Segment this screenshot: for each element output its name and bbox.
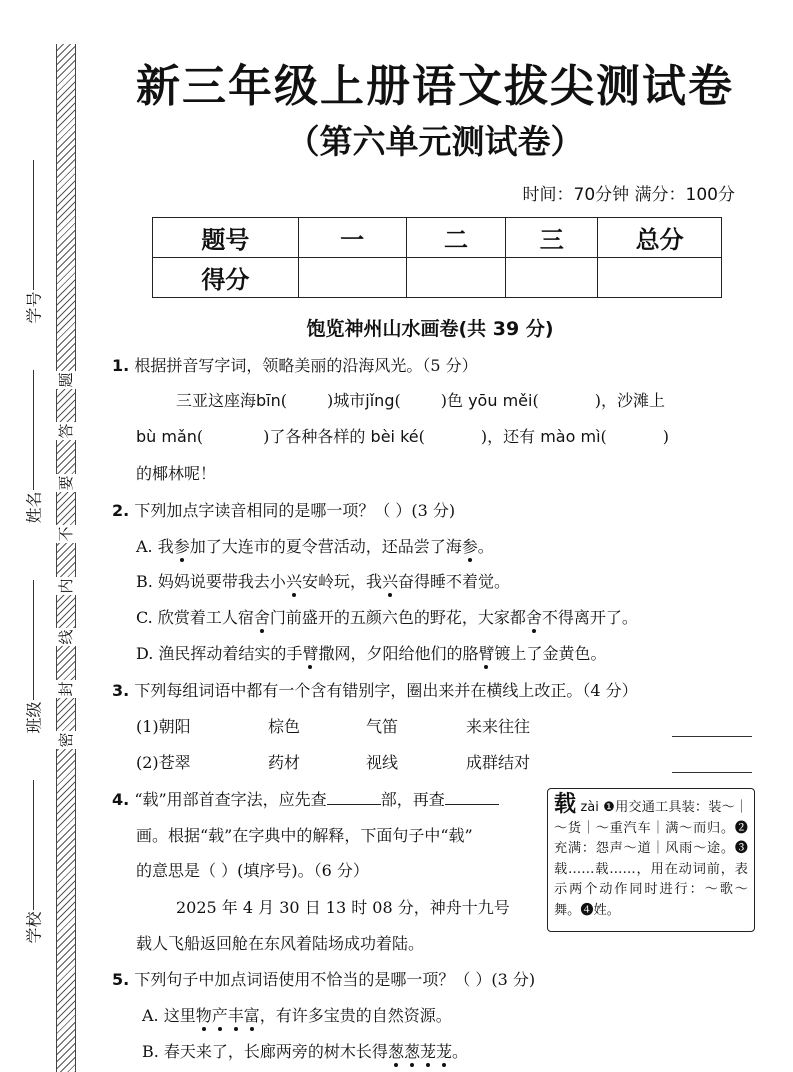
- word[interactable]: 成群结对: [466, 753, 531, 772]
- question-text: 下列句子中加点词语使用不恰当的是哪一项？（ ）(3 分): [134, 970, 536, 989]
- word[interactable]: 药材: [268, 753, 301, 772]
- question-4-line-2: 画。根据“载”在字典中的解释，下面句子中“载”: [136, 826, 473, 845]
- question-5-stem: [112, 969, 535, 991]
- dotted-char: 富: [243, 1006, 260, 1025]
- seal-char: 封: [57, 681, 75, 697]
- dotted-char: 参: [173, 537, 190, 556]
- word[interactable]: 来来往往: [466, 717, 531, 736]
- question-4-line-3: 的意思是（ ）(填序号)。（6 分）: [136, 861, 369, 880]
- text: 了各种各样的: [269, 427, 366, 446]
- dotted-char: 葱: [387, 1042, 404, 1061]
- word[interactable]: 棕色: [268, 717, 301, 736]
- dotted-char: 兴: [285, 572, 302, 591]
- word[interactable]: (1)朝阳: [136, 717, 191, 736]
- score-cell[interactable]: [506, 258, 598, 298]
- question-4-line-4: 2025 年 4 月 30 日 13 时 08 分，神舟十九号: [176, 898, 510, 917]
- binding-strip: [0, 0, 90, 1072]
- score-header-cell: 一: [298, 218, 406, 258]
- pinyin: bīn: [256, 391, 281, 410]
- score-cell[interactable]: [406, 258, 506, 298]
- dictionary-headword: 载: [554, 791, 577, 817]
- name-label: 姓名: [24, 491, 44, 524]
- dotted-char: 物: [195, 1006, 212, 1025]
- question-number: 3.: [112, 681, 130, 700]
- answer-blank[interactable]: [327, 789, 381, 805]
- dotted-char: 茏: [435, 1042, 452, 1061]
- text: ，还有: [487, 427, 536, 446]
- time-info: 时间：70分钟 满分：100分: [522, 185, 735, 205]
- question-1-line-3: 的椰林呢！: [136, 464, 217, 483]
- correction-line[interactable]: [672, 736, 752, 737]
- name-field[interactable]: [16, 370, 50, 524]
- question-text: 根据拼音写字词，领略美丽的沿海风光。（5 分）: [134, 356, 478, 375]
- question-number: 4.: [112, 790, 130, 809]
- question-2-option-c[interactable]: C. 欣赏着工人宿舍门前盛开的五颜六色的野花，大家都舍不得离开了。: [136, 608, 638, 627]
- question-1-line-2: bù mǎn( )了各种各样的 bèi ké( )，还有 mào mì( ): [136, 427, 670, 446]
- question-5-option-a[interactable]: A. 这里物产丰富，有许多宝贵的自然资源。: [142, 1006, 452, 1025]
- score-table-score-row: [153, 258, 722, 298]
- seal-char: 题: [57, 372, 75, 388]
- score-header-cell: 三: [506, 218, 598, 258]
- section-title: 饱览神州山水画卷(共 39 分): [306, 318, 554, 340]
- score-header-cell: 总分: [598, 218, 722, 258]
- score-header-cell: 题号: [153, 218, 299, 258]
- dictionary-pinyin: zài: [580, 800, 599, 815]
- text: ，沙滩上: [600, 391, 665, 410]
- student-id-field[interactable]: [16, 160, 50, 324]
- question-5-option-b[interactable]: B. 春天来了，长廊两旁的树木长得葱葱茏茏。: [142, 1042, 469, 1061]
- question-3-stem: [112, 680, 638, 702]
- question-number: 5.: [112, 970, 130, 989]
- pinyin: jǐng: [365, 391, 395, 410]
- dictionary-definitions: ❶用交通工具装：装～｜～货｜～重汽车｜满～而归。❷充满：怨声～道｜风雨～途。❸载……载……，用在动词前，表示两个动作同时进行：～歌～舞。❹姓。: [554, 800, 748, 918]
- score-table-header-row: [153, 218, 722, 258]
- student-id-label: 学号: [24, 291, 44, 324]
- score-cell[interactable]: [298, 258, 406, 298]
- pinyin: yōu měi: [468, 391, 533, 410]
- class-field[interactable]: [16, 580, 50, 734]
- question-2-stem: [112, 500, 455, 522]
- question-text: 下列加点字读音相同的是哪一项？（ ）(3 分): [134, 501, 456, 520]
- pinyin: bèi ké: [370, 427, 419, 446]
- seal-char: 内: [57, 578, 75, 594]
- school-label: 学校: [24, 911, 44, 944]
- seal-char: 线: [57, 629, 75, 645]
- pinyin: bù mǎn: [136, 427, 197, 446]
- page-title: 新三年级上册语文拔尖测试卷: [136, 61, 734, 112]
- score-cell[interactable]: [598, 258, 722, 298]
- dotted-char: 舍: [525, 608, 542, 627]
- seal-line-text: [57, 370, 75, 750]
- seal-char: 不: [57, 526, 75, 542]
- seal-char: 要: [57, 475, 75, 491]
- dotted-char: 产: [211, 1006, 228, 1025]
- seal-char: 答: [57, 423, 75, 439]
- seal-char: 密: [57, 732, 75, 748]
- text: 三亚这座海: [176, 391, 257, 410]
- answer-blank[interactable]: [445, 789, 499, 805]
- question-2-option-a[interactable]: A. 我参加了大连市的夏令营活动，还品尝了海参。: [136, 537, 494, 556]
- word[interactable]: 视线: [366, 753, 399, 772]
- word[interactable]: (2)苍翠: [136, 753, 191, 772]
- score-header-cell: 二: [406, 218, 506, 258]
- score-row-label: 得分: [153, 258, 299, 298]
- score-table: [152, 217, 722, 298]
- dotted-char: 舍: [253, 608, 270, 627]
- dotted-char: 臂: [478, 644, 495, 663]
- dotted-char: 茏: [419, 1042, 436, 1061]
- dictionary-entry-box: [547, 788, 755, 932]
- question-1-stem: [112, 355, 478, 377]
- question-1-line-1: 三亚这座海bīn( )城市jǐng( )色 yōu měi( )，沙滩上: [176, 391, 665, 410]
- correction-line[interactable]: [672, 772, 752, 773]
- pinyin: mào mì: [540, 427, 601, 446]
- dotted-char: 葱: [403, 1042, 420, 1061]
- question-2-option-d[interactable]: D. 渔民挥动着结实的手臂撒网，夕阳给他们的胳臂镀上了金黄色。: [136, 644, 607, 663]
- dotted-char: 兴: [381, 572, 398, 591]
- question-number: 2.: [112, 501, 130, 520]
- question-text: 下列每组词语中都有一个含有错别字，圈出来并在横线上改正。（4 分）: [134, 681, 638, 700]
- school-field[interactable]: [16, 780, 50, 944]
- question-4-line-5: 载人飞船返回舱在东风着陆场成功着陆。: [136, 934, 425, 953]
- class-label: 班级: [24, 701, 44, 734]
- text: 城市: [333, 391, 366, 410]
- dotted-char: 丰: [227, 1006, 244, 1025]
- word[interactable]: 气笛: [366, 717, 399, 736]
- page-subtitle: （第六单元测试卷）: [286, 122, 584, 161]
- question-number: 1.: [112, 356, 130, 375]
- text: 色: [446, 391, 463, 410]
- question-2-option-b[interactable]: B. 妈妈说要带我去小兴安岭玩，我兴奋得睡不着觉。: [136, 572, 510, 591]
- question-4-line-1: 4. “载”用部首查字法，应先查 部，再查: [112, 789, 499, 811]
- dotted-char: 臂: [302, 644, 319, 663]
- dotted-char: 参: [461, 537, 478, 556]
